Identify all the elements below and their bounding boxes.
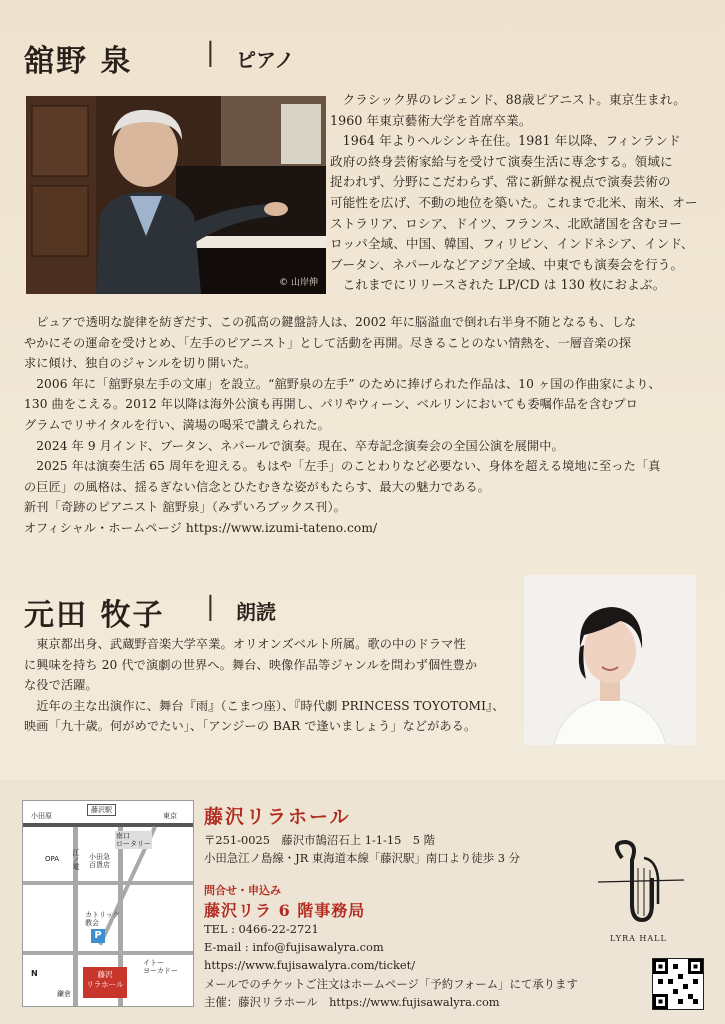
bio-line: 捉われず、分野にこだわらず、常に新鮮な視点で演奏芸術の (330, 174, 671, 190)
contact-heading: 問合せ・申込み (204, 884, 281, 897)
performer1-photo (26, 96, 326, 294)
official-site-line: オフィシャル・ホームページ https://www.izumi-tateno.com/ (24, 520, 378, 535)
map-road (23, 951, 193, 955)
performer2-name: 元田 牧子 (24, 598, 165, 633)
performer2-bio (24, 634, 524, 737)
north-arrow-icon: N (31, 969, 38, 978)
bio-line: ピュアで透明な旋律を紡ぎだす、この孤高の鍵盤詩人は、2002 年に脳溢血で倒れ右半身不随となるも、しな (36, 315, 637, 329)
map-label-enoden: 江ノ電 (72, 849, 80, 870)
performer1-bio-full (24, 312, 704, 539)
map-label-station: 藤沢駅 (87, 804, 116, 816)
bio-line: 東京都出身、武蔵野音楽大学卒業。オリオンズベルト所属。歌の中のドラマ性 (36, 637, 466, 651)
map-label-tokyo: 東京 (163, 812, 177, 820)
bio-line: これまでにリリースされた LP/CD は 130 枚におよぶ。 (342, 277, 666, 293)
map-label-rotary: 南口 ロータリー (116, 832, 151, 848)
lyre-icon (592, 838, 688, 948)
photo-credit: © 山岸伸 (279, 278, 318, 288)
bio-line: 2025 年は演奏生活 65 周年を迎える。もはや「左手」のことわりなど必要ない、身体を超える境地に至った「真 (36, 459, 661, 474)
bio-line: クラシック界のレジェンド、88歳ピアニスト。東京生まれ。 (342, 92, 686, 107)
performer1-bio-top (330, 90, 700, 296)
bio-line: の巨匠」の風格は、揺るぎない信念とひたむきな姿がもたらす、最大の魅力である。 (24, 479, 490, 494)
venue-access: 小田急江ノ島線・JR 東海道本線「藤沢駅」南口より徒歩 3 分 (204, 851, 521, 865)
bio-line: 近年の主な出演作に、舞台『雨』（こまつ座）、『時代劇 PRINCESS TOYOTOMI』、 (36, 698, 505, 713)
map-label-odakyu-dept: 小田急 百貨店 (89, 853, 110, 869)
performer2-role: 朗読 (236, 600, 276, 624)
map-label-odawara: 小田原 (31, 812, 52, 820)
access-map (22, 800, 194, 1007)
performer1-name: 舘野 泉 (24, 44, 133, 79)
office-name: 藤沢リラ 6 階事務局 (204, 901, 366, 920)
qr-pattern (653, 959, 703, 1009)
bio-line: 求に傾け、独自のジャンルを切り開いた。 (24, 356, 257, 371)
logo-text: LYRA HALL (610, 934, 667, 943)
map-label-itoyokado: イトー ヨーカドー (143, 959, 178, 975)
bio-line: ブータン、ネパールなどアジア全域、中東でも演奏会を行う。 (330, 256, 684, 272)
bio-line: に興味を持ち 20 代で演劇の世界へ。舞台、映像作品等ジャンルを問わず個性豊か (24, 657, 478, 672)
bio-line: 130 曲をこえる。2012 年以降は海外公演も再開し、パリやウィーン、ベルリンにおいても委嘱作品を含むプロ (24, 397, 638, 412)
bio-line: 2024 年 9 月インド、ブータン、ネパールで演奏。現在、卒寿記念演奏会の全国公演を展開中。 (36, 438, 564, 453)
lyra-hall-logo (592, 838, 688, 948)
parking-icon: P (91, 929, 105, 943)
bio-line: 政府の終身芸術家給与を受けて演奏生活に専念する。領域に (330, 153, 673, 169)
ticket-url-link[interactable]: https://www.fujisawalyra.com/ticket/ (204, 958, 416, 972)
ticket-note: メールでのチケットご注文はホームページ「予約フォーム」にて承ります (204, 977, 578, 991)
tel: TEL : 0466-22-2721 (204, 922, 319, 936)
pianist-photo-illustration (26, 96, 326, 294)
performer2-photo (524, 575, 696, 745)
map-hall-marker: 藤沢 リラホール (83, 967, 127, 998)
organizer-line: 主催：藤沢リラホール https://www.fujisawalyra.com (204, 995, 500, 1009)
bio-line: 可能性を広げ、不動の地位を築いた。これまで北米、南米、オー (330, 194, 698, 210)
performer2-separator: | (206, 592, 215, 622)
bio-line: やかにその運命を受けとめ、「左手のピアニスト」として活動を再開。尽きることのない情熱を、一層音楽の探 (24, 335, 632, 350)
bio-line: 2006 年に「舘野泉左手の文庫」を設立。“舘野泉の左手” のために捧げられた作品は、10 ヶ国の作曲家により、 (36, 376, 661, 391)
venue-title: 藤沢リラホール (204, 806, 351, 828)
bio-line: ロッパ全域、中国、韓国、フィリピン、インドネシア、インド、 (330, 236, 694, 252)
bio-line: 1960 年東京藝術大学を首席卒業。 (330, 112, 532, 128)
bio-line: 映画「九十歳。何がめでたい」、「アンジーの BAR で逢いましょう」などがある。 (24, 719, 477, 734)
reader-photo-illustration (524, 575, 696, 745)
bio-line: 新刊「奇跡のピアニスト 舘野泉」（みずいろブックス刊）。 (24, 500, 346, 515)
qr-code-icon[interactable] (652, 958, 704, 1010)
railway-line (23, 823, 193, 827)
map-label-opa: OPA (45, 855, 60, 863)
map-road (23, 881, 193, 885)
map-label-church: カトリック 教会 (85, 911, 120, 927)
bio-line: 1964 年よりヘルシンキ在住。1981 年以降、フィンランド (342, 133, 681, 149)
bio-line: ストラリア、ロシア、ドイツ、フランス、北欧諸国を含むヨー (330, 215, 682, 231)
venue-address: 〒251-0025 藤沢市鵠沼石上 1-1-15 5 階 (204, 833, 436, 847)
map-label-kamakura: 鎌倉 (57, 990, 71, 998)
bio-line: な役で活躍。 (24, 678, 98, 693)
performer1-role: ピアノ (236, 48, 295, 72)
bio-line: グラムでリサイタルを行い、満場の喝采で讃えられた。 (24, 417, 330, 432)
performer1-separator: | (206, 38, 215, 68)
email-link[interactable]: E-mail : info@fujisawalyra.com (204, 940, 384, 954)
